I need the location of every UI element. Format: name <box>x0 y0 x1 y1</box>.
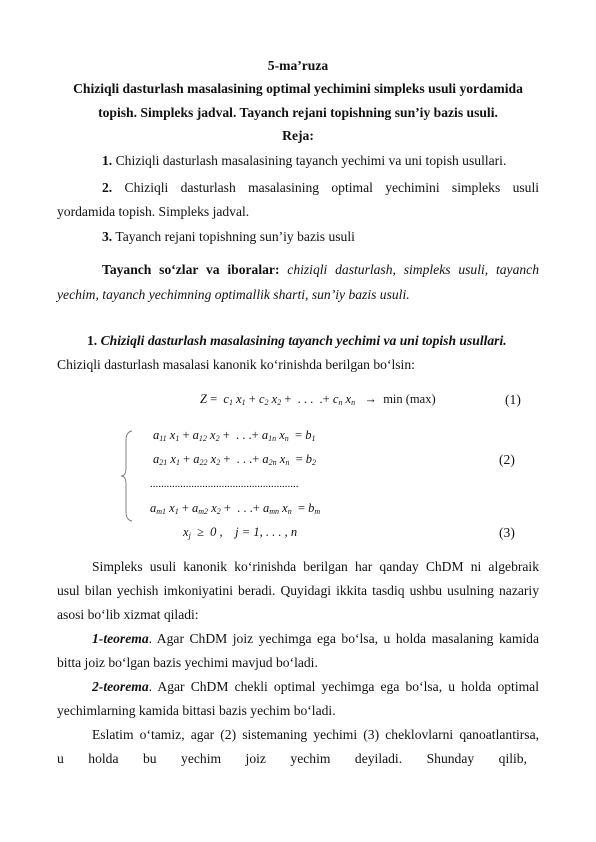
paragraph-2-line-1: Eslatim o‘tamiz, agar (2) sistemaning yechimi (3) cheklovlarni qanoatlantirsa, <box>92 727 539 742</box>
word: deyiladi. <box>354 751 403 766</box>
word: joiz <box>245 751 266 766</box>
equation-label-3: (3) <box>499 525 515 540</box>
index-range: j = 1, . . . , n <box>235 525 298 539</box>
theorem-1-line-2: bitta joiz bo‘lgan bazis yechimi mavjud bo‘ladi. <box>57 655 318 670</box>
theorem-2-line-1 <box>92 679 539 695</box>
keywords-list: chiziqli dasturlash, simpleks usuli, tayanch <box>287 262 539 277</box>
nonnegativity-condition: $x_j \ge 0$ , j = 1, . . . , n <box>183 525 298 540</box>
theorem-1-line-1 <box>92 631 539 647</box>
plan-item-number: 1. <box>102 153 113 168</box>
system-brace <box>120 430 134 522</box>
section-number: 1. <box>87 333 98 348</box>
word: qilib, <box>498 751 527 766</box>
plan-item-text: Chiziqli dasturlash masalasining optimal yechimini simpleks usuli <box>124 180 540 195</box>
lecture-number: 5-ma’ruza <box>267 58 329 73</box>
equation-label-1: (1) <box>505 392 521 407</box>
theorem-1-text: . Agar ChDM joiz yechimga ega bo‘lsa, u holda masalaning kamida <box>148 631 539 646</box>
paragraph-1-line-2: usul bilan yechish imkoniyatini beradi. Quyidagi ikkita tasdiq ushbu usulning nazariy <box>57 583 539 598</box>
equation-label-2: (2) <box>499 452 515 467</box>
plan-item-number: 3. <box>102 229 113 244</box>
paragraph-1-line-1: Simpleks usuli kanonik ko‘rinishda berilgan har qanday ChDM ni algebraik <box>92 559 539 574</box>
title-line-1: Chiziqli dasturlash masalasining optimal yechimini simpleks usuli yordamida <box>73 81 523 96</box>
word: yechim <box>181 751 222 766</box>
theorem-1-label: 1-teorema <box>92 631 149 646</box>
keywords-label: Tayanch so‘zlar va iboralar: <box>102 262 280 277</box>
constraint-row-2: $a_{21}$ $x_1 + a_{22}$ $x_2$ + . . .+ $a_{2n}$ $x_n = b_2$ <box>153 452 317 467</box>
word: holda <box>88 751 119 766</box>
theorem-2-line-2: yechimlarning kamida bittasi bazis yechim bo‘ladi. <box>57 703 336 718</box>
constraint-dots: ...................................................... <box>150 478 299 490</box>
section-heading <box>87 333 507 349</box>
keywords-line-1 <box>102 262 539 278</box>
keywords-line-2: yechim, tayanch yechimning optimallik sharti, sun’iy bazis usuli. <box>57 287 410 302</box>
word: yechim <box>290 751 331 766</box>
plan-item-3 <box>102 229 355 245</box>
plan-item-1 <box>102 153 506 169</box>
paragraph-2-line-2 <box>57 751 527 767</box>
plan-item-text: Tayanch rejani topishning sun’iy bazis usuli <box>115 229 355 244</box>
title-line-2: topish. Simpleks jadval. Tayanch rejani topishning sun’iy bazis usuli. <box>98 105 498 120</box>
word: bu <box>142 751 157 766</box>
plan-item-2 <box>102 180 539 196</box>
theorem-2-text: . Agar ChDM chekli optimal yechimga ega bo‘lsa, u holda optimal <box>148 679 539 694</box>
word: u <box>57 751 64 766</box>
plan-item-number: 2. <box>102 180 113 195</box>
objective-function: $Z = c_1$ $x_1 + c_2$ $x_2$ + . . . .+ $c_n$ $x_n \to \min (\max)$ <box>200 392 436 407</box>
plan-label: Reja: <box>282 128 314 143</box>
section-intro: Chiziqli dasturlash masalasi kanonik ko‘rinishda berilgan bo‘lsin: <box>57 357 415 372</box>
plan-item-text: Chiziqli dasturlash masalasining tayanch yechimi va uni topish usullari. <box>115 153 507 168</box>
word: Shunday <box>426 751 475 766</box>
objective-tail: min (max) <box>383 392 436 406</box>
theorem-2-label: 2-teorema <box>92 679 149 694</box>
constraint-row-1: $a_{11}$ $x_1 + a_{12}$ $x_2$ + . . .+ $a_{1n}$ $x_n = b_1$ <box>153 428 316 443</box>
section-title: Chiziqli dasturlash masalasining tayanch yechimi va uni topish usullari. <box>100 333 507 348</box>
constraint-row-m: $a_{m1}$ $x_1 + a_{m2}$ $x_2$ + . . .+ $a_{mn}$ $x_n = b_m$ <box>150 501 321 516</box>
paragraph-1-line-3: asosi bo‘lib xizmat qiladi: <box>57 607 199 622</box>
plan-item-2-continuation: yordamida topish. Simpleks jadval. <box>57 204 250 219</box>
